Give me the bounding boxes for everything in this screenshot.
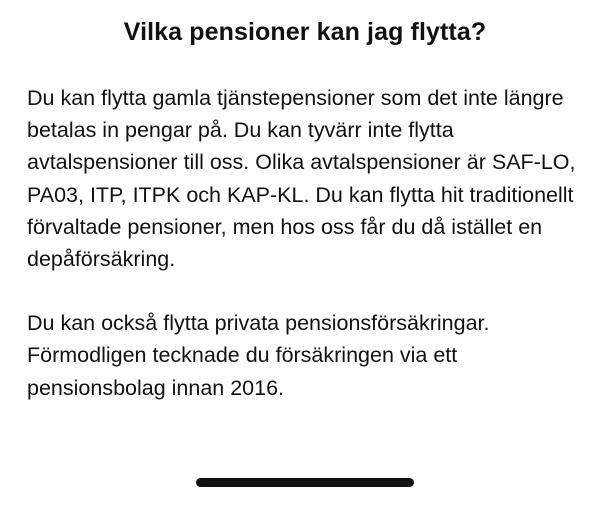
home-indicator-bar[interactable] <box>196 478 414 487</box>
paragraph-transferable-pensions: Du kan flytta gamla tjänstepensioner som det inte längre betalas in pengar på. Du kan tyvärr inte flytta avtalspensioner till oss. Olika avtalspensioner är SAF-LO, PA03, ITP, ITPK och KAP-KL. Du kan flytta hit traditionellt förvaltade pensioner, men hos oss får du då istället en depåförsäkring. <box>27 86 576 272</box>
paragraph-private-pensions: Du kan också flytta privata pensionsförsäkringar. Förmodligen tecknade du försäkringen via ett pensionsbolag innan 2016. <box>27 311 490 400</box>
sheet-body <box>27 82 592 404</box>
underlying-content-peek <box>38 493 578 505</box>
sheet-title: Vilka pensioner kan jag flytta? <box>123 18 487 46</box>
